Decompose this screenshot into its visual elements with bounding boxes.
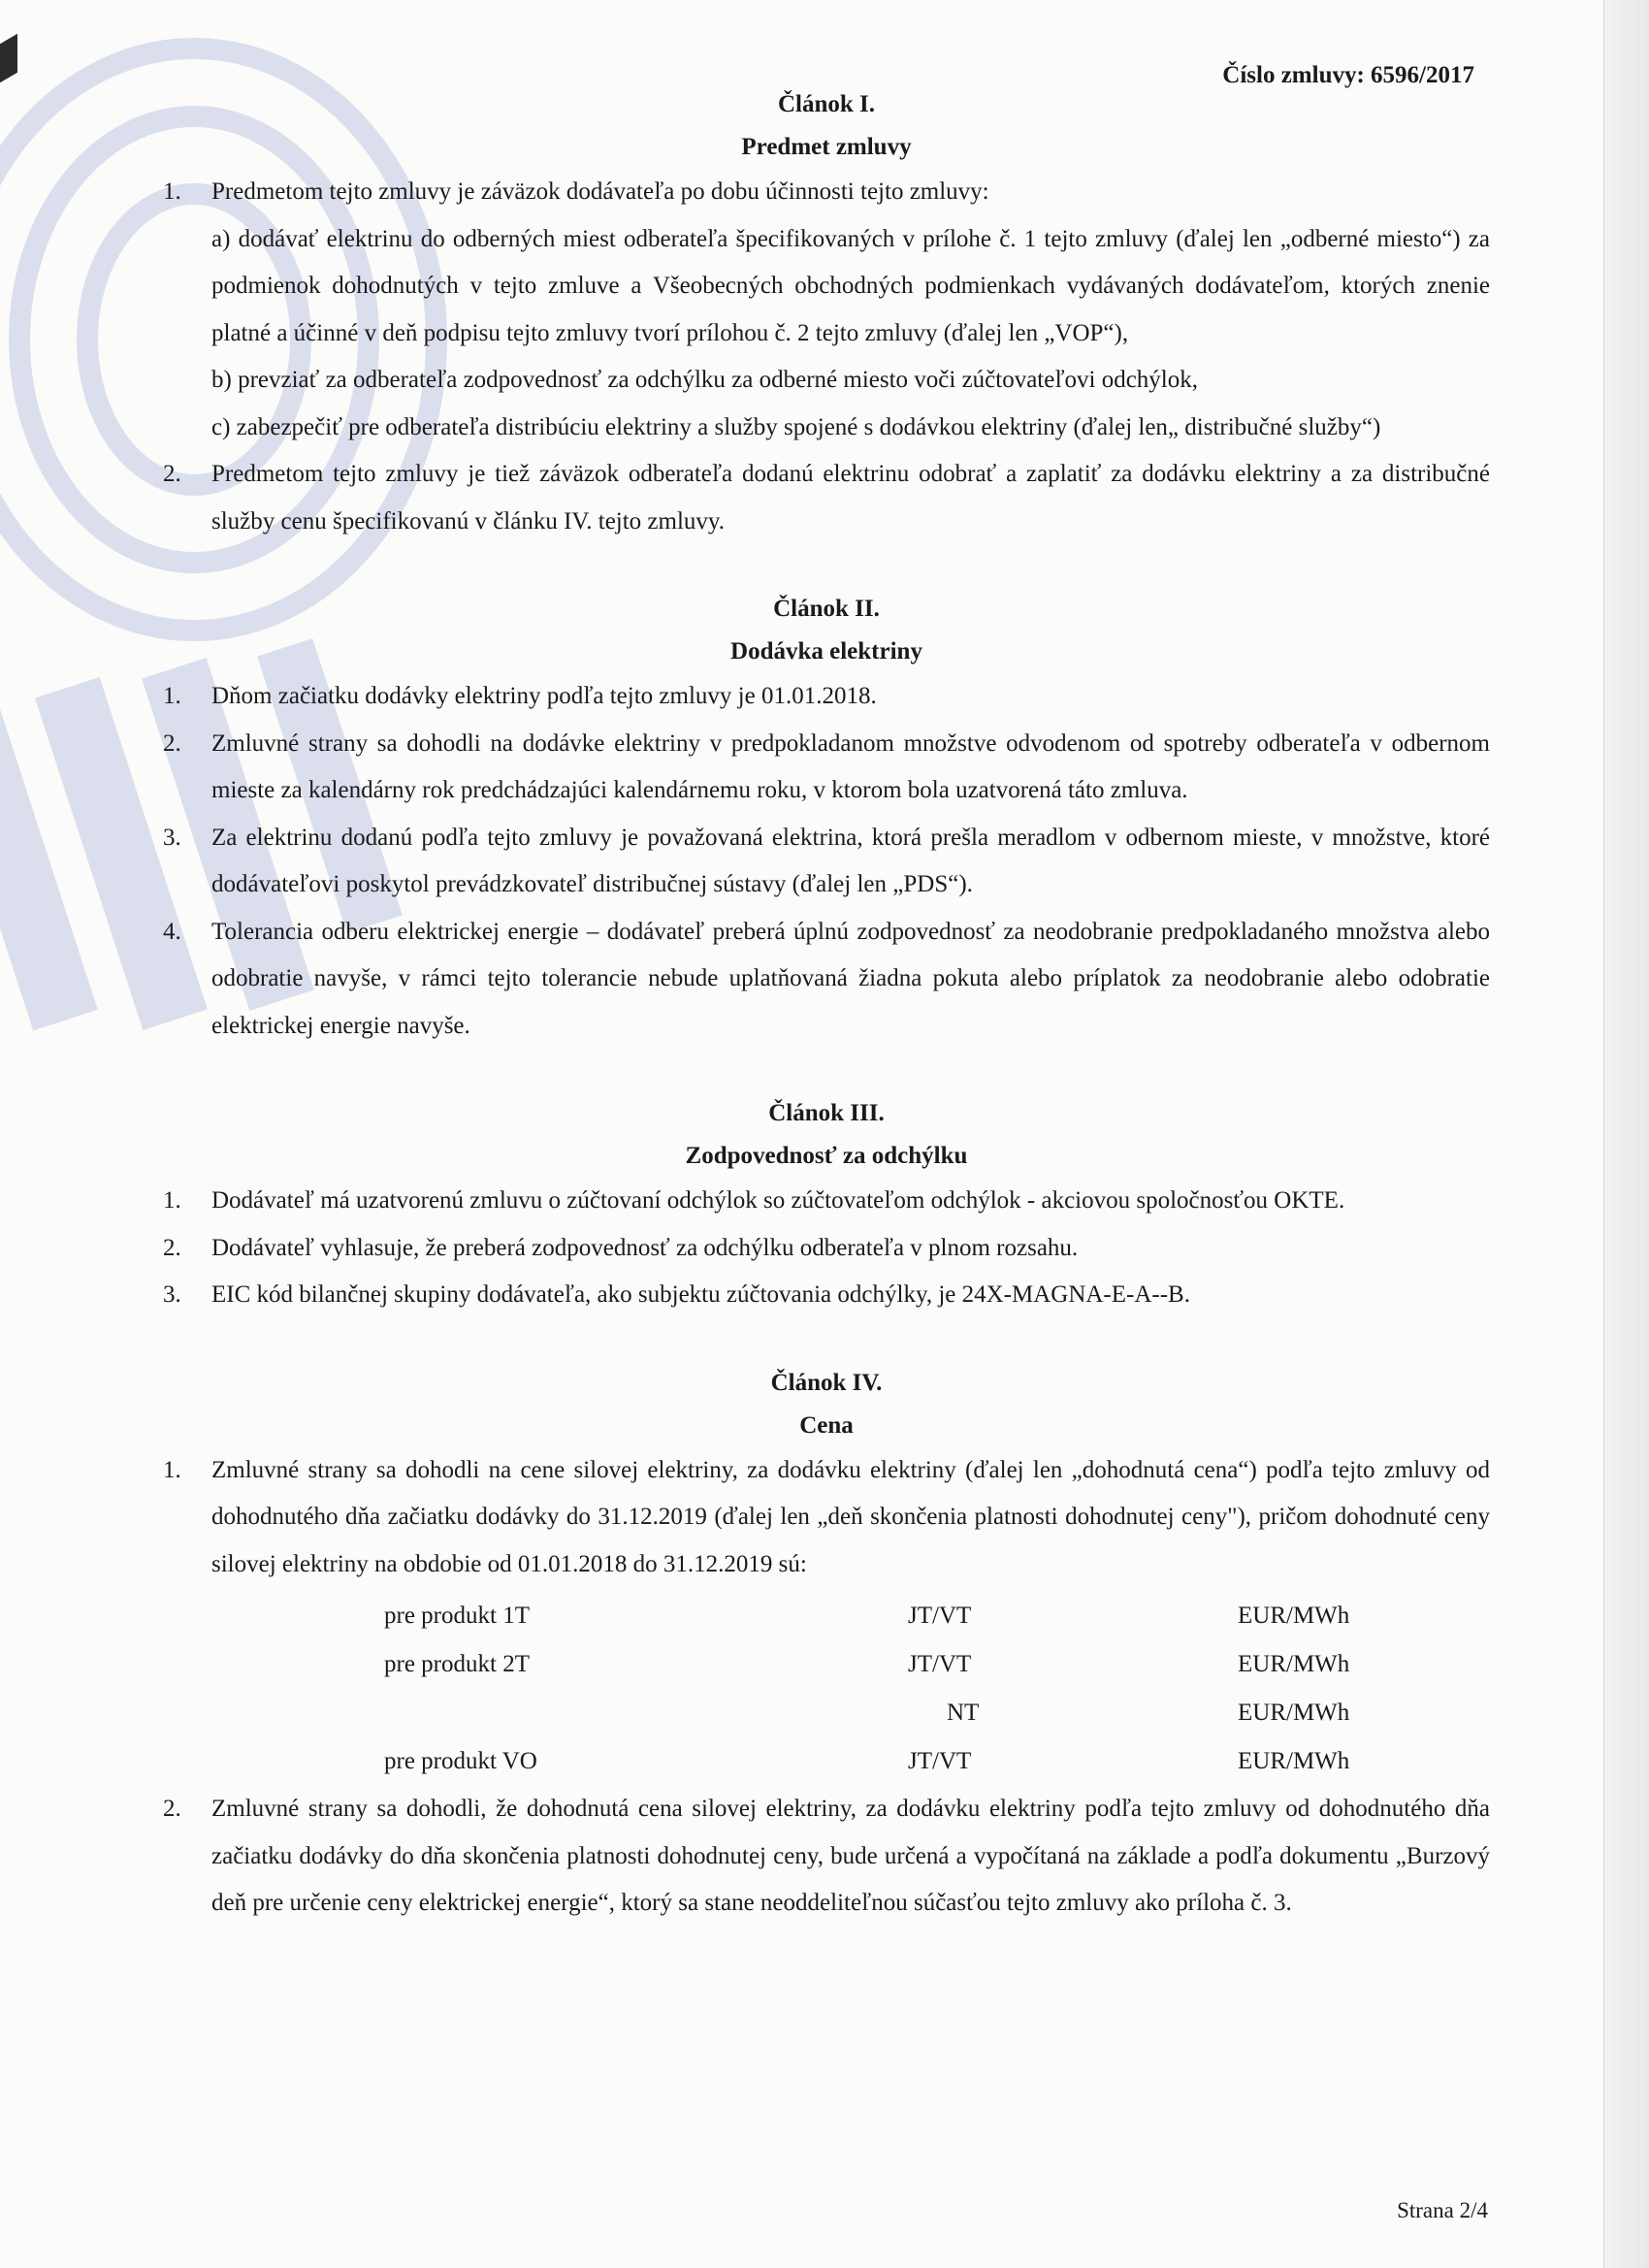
article-1-item-2 — [163, 451, 1490, 545]
price-unit: EUR/MWh — [1238, 1748, 1350, 1774]
item-number: 3. — [163, 824, 181, 851]
article-2-item-1 — [163, 673, 1490, 721]
item-number: 3. — [163, 1281, 181, 1308]
price-rate: JT/VT — [908, 1651, 972, 1677]
item-text: Tolerancia odberu elektrickej energie – dodávateľ preberá úplnú zodpovednosť za neodobranie predpokladaného množstva alebo odobratie navyše, v rámci tejto tolerancie nebude uplatňovaná žiadna pokuta alebo príplatok za neodobranie alebo odobratie elektrickej energie navyše. — [211, 918, 1490, 1039]
item-number: 4. — [163, 918, 181, 945]
price-rate: NT — [947, 1700, 980, 1726]
price-rate: JT/VT — [908, 1603, 972, 1629]
item-text: Dňom začiatku dodávky elektriny podľa tejto zmluvy je 01.01.2018. — [211, 683, 877, 709]
article-1-subtitle: Predmet zmluvy — [741, 134, 912, 160]
item-number: 1. — [163, 1187, 181, 1214]
article-1-item-1 — [163, 169, 1490, 216]
article-4-subtitle: Cena — [799, 1411, 854, 1439]
item-text: Dodávateľ má uzatvorenú zmluvu o zúčtovaní odchýlok so zúčtovateľom odchýlok - akciovou spoločnosťou OKTE. — [211, 1187, 1345, 1214]
price-product: pre produkt 2T — [384, 1651, 530, 1677]
price-unit: EUR/MWh — [1238, 1651, 1350, 1677]
article-3-title: Článok III. — [768, 1100, 885, 1126]
article-4-title: Článok IV. — [770, 1369, 883, 1396]
article-4-item-1 — [163, 1447, 1490, 1589]
article-2-item-4 — [163, 909, 1490, 1051]
price-row — [384, 1592, 1451, 1640]
price-row — [384, 1689, 1451, 1737]
article-1-item-1c: c) zabezpečiť pre odberateľa distribúciu elektriny a služby spojené s dodávkou elektriny (ďalej len„ distribučné služby“) — [211, 413, 1381, 440]
item-text: Dodávateľ vyhlasuje, že preberá zodpovednosť za odchýlku odberateľa v plnom rozsahu. — [211, 1234, 1079, 1261]
scan-corner-mark — [0, 34, 17, 82]
article-2-title: Článok II. — [773, 596, 880, 622]
item-text: Predmetom tejto zmluvy je záväzok dodávateľa po dobu účinnosti tejto zmluvy: — [211, 178, 989, 205]
item-text: Zmluvné strany sa dohodli na dodávke elektriny v predpokladanom množstve odvodenom od spotreby odberateľa v odbernom mieste za kalendárny rok predchádzajúci kalendárnemu roku, v ktorom bola uzatvorená táto zmluva. — [211, 729, 1490, 803]
article-2-item-2 — [163, 721, 1490, 815]
price-product — [384, 1689, 908, 1737]
article-2-item-3 — [163, 815, 1490, 909]
contract-number: Číslo zmluvy: 6596/2017 — [1222, 62, 1474, 88]
price-unit: EUR/MWh — [1238, 1700, 1350, 1726]
item-number: 1. — [163, 683, 181, 709]
article-3-subtitle: Zodpovednosť za odchýlku — [685, 1143, 968, 1169]
price-unit: EUR/MWh — [1238, 1603, 1350, 1629]
article-1-item-1a: a) dodávať elektrinu do odberných miest odberateľa špecifikovaných v prílohe č. 1 tejto zmluvy (ďalej len „odberné miesto“) za podmienok dohodnutých v tejto zmluve a Všeobecných obchodných podmienkach vydávaných dodávateľom, ktorých znenie platné a účinné v deň podpisu tejto zmluvy tvorí prílohou č. 2 tejto zmluvy (ďalej len „VOP“), — [211, 225, 1490, 346]
article-3-item-1 — [163, 1178, 1490, 1225]
article-1-title: Článok I. — [777, 91, 876, 117]
item-text: Za elektrinu dodanú podľa tejto zmluvy je považovaná elektrina, ktorá prešla meradlom v odbernom mieste, v množstve, ktoré dodávateľovi poskytol prevádzkovateľ distribučnej sústavy (ďalej len „PDS“). — [211, 824, 1490, 897]
price-table — [384, 1592, 1451, 1786]
item-text: Predmetom tejto zmluvy je tiež záväzok odberateľa dodanú elektrinu odobrať a zaplatiť za dodávku elektriny a za distribučné služby cenu špecifikovanú v článku IV. tejto zmluvy. — [211, 461, 1490, 535]
item-number: 1. — [163, 1456, 181, 1483]
price-row — [384, 1737, 1451, 1786]
price-row — [384, 1640, 1451, 1689]
contract-body — [163, 83, 1490, 1928]
item-text: Zmluvné strany sa dohodli, že dohodnutá cena silovej elektriny, za dodávku elektriny podľa tejto zmluvy od dohodnutého dňa začiatku dodávky do dňa skončenia platnosti dohodnutej ceny, bude určená a vypočítaná na základe a podľa dokumentu „Burzový deň pre určenie ceny elektrickej energie“, ktorý sa stane neoddeliteľnou súčasťou tejto zmluvy ako príloha č. 3. — [211, 1796, 1490, 1916]
article-1-item-1b: b) prevziať za odberateľa zodpovednosť za odchýlku za odberné miesto voči zúčtovateľovi odchýlok, — [211, 367, 1198, 393]
article-2-subtitle: Dodávka elektriny — [730, 638, 922, 664]
item-text: EIC kód bilančnej skupiny dodávateľa, ako subjektu zúčtovania odchýlky, je 24X-MAGNA-E-A--B. — [211, 1281, 1190, 1308]
item-number: 1. — [163, 178, 181, 205]
article-3-item-3 — [163, 1272, 1490, 1319]
article-3-item-2 — [163, 1225, 1490, 1273]
price-rate: JT/VT — [908, 1748, 972, 1774]
article-4-item-2 — [163, 1786, 1490, 1928]
price-product: pre produkt 1T — [384, 1603, 530, 1629]
item-text: Zmluvné strany sa dohodli na cene silovej elektriny, za dodávku elektriny (ďalej len „dohodnutá cena“) podľa tejto zmluvy od dohodnutého dňa začiatku dodávky do 31.12.2019 (ďalej len „deň skončenia platnosti dohodnutej ceny"), pričom dohodnuté ceny silovej elektriny na obdobie od 01.01.2018 do 31.12.2019 sú: — [211, 1456, 1490, 1577]
item-number: 2. — [163, 1234, 181, 1261]
scan-edge — [1603, 0, 1649, 2268]
item-number: 2. — [163, 729, 181, 757]
price-product: pre produkt VO — [384, 1748, 537, 1774]
item-number: 2. — [163, 461, 181, 487]
page-number: Strana 2/4 — [1397, 2198, 1488, 2222]
item-number: 2. — [163, 1796, 181, 1822]
